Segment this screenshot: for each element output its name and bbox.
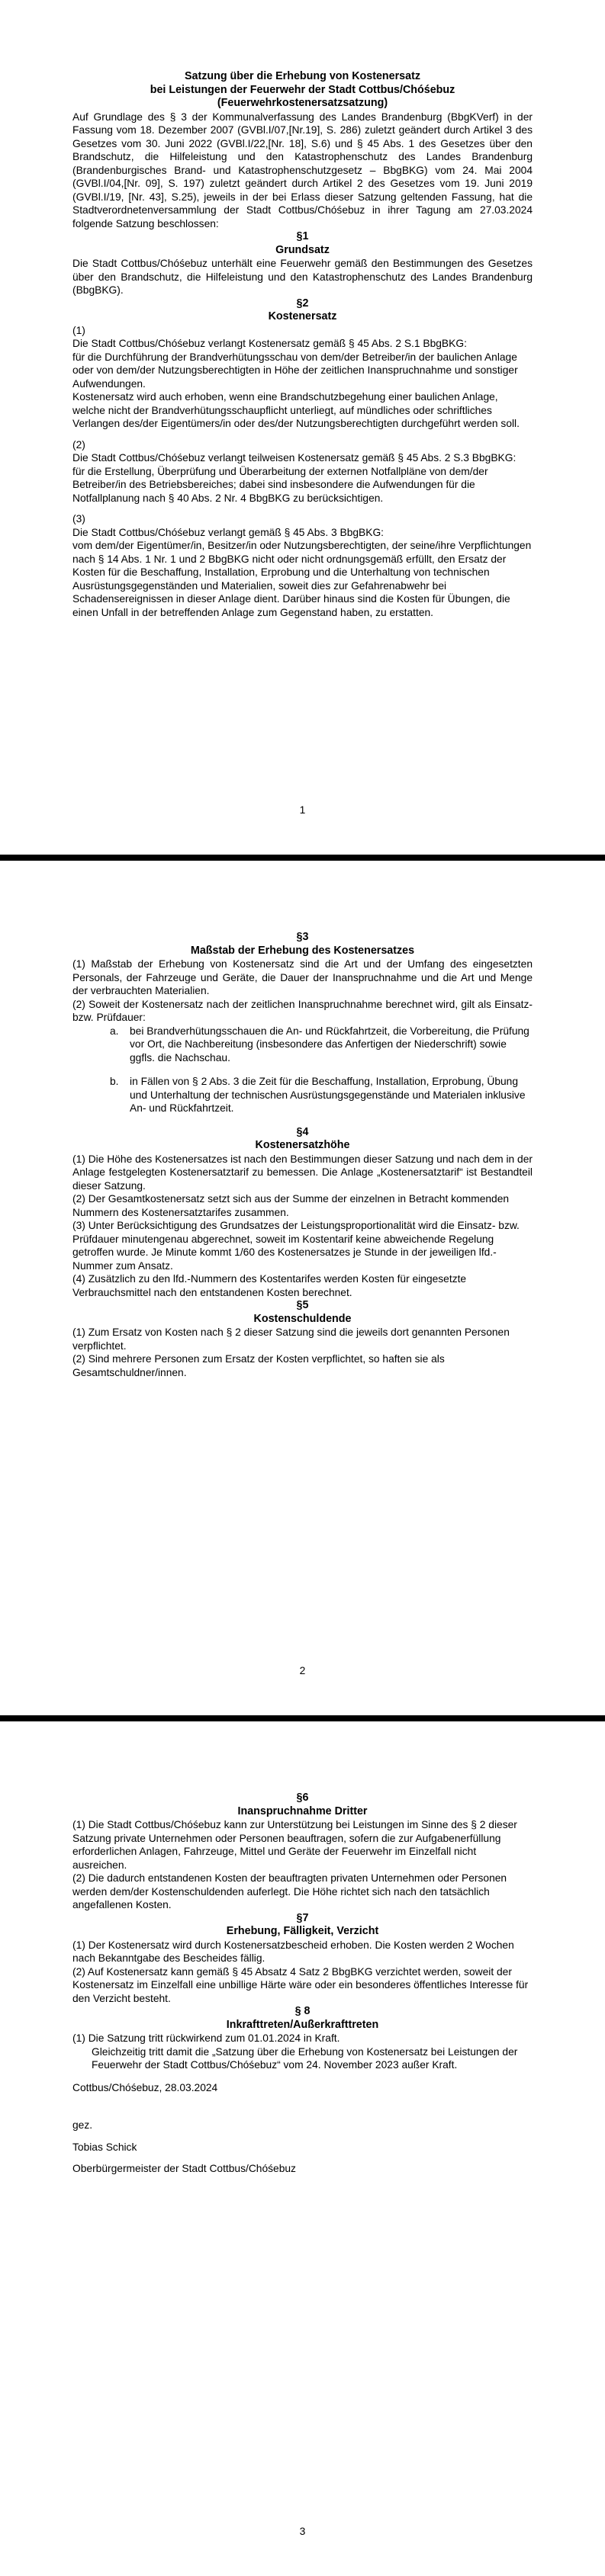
section-number: §3 (296, 931, 309, 943)
paragraph: (1) Maßstab der Erhebung von Kostenersatz sind die Art und der Umfang des eingesetzten Personals, der Fahrzeuge und Geräte, die Dauer der Inanspruchnahme und die Art und Menge der verbrauchten Materialien. (72, 958, 533, 996)
paragraph-line: vom dem/der Eigentümer/in, Besitzer/in oder Nutzungsberechtigten, der seine/ihre Verpflichtungen nach § 14 Abs. 1 Nr. 1 und 2 BbgBKG nicht oder nicht ordnungsgemäß erfüllt, den Ersatz der Kosten für die Beschaffung, Installation, Erprobung und die Unterhaltung von technischen Ausrüstungsgegenständen und Materialien, soweit dies zur Gefahrenabwehr bei Schadensereignissen in dieser Anlage dient. Darüber hinaus sind die Kosten für Übungen, die einen Unfall in der betreffenden Anlage zum Gegenstand haben, zu erstatten. (72, 540, 532, 618)
paragraph-line: für die Erstellung, Überprüfung und Überarbeitung der externen Notfallpläne von dem/der Betreiber/in des Betriebsbereiches; dabei sind insbesondere die Aufwendungen für die Notfallplanung nach § 40 Abs. 2 Nr. 4 BbgBKG zu berücksichtigen. (72, 465, 488, 504)
section-heading: Kostenschuldende (253, 1312, 352, 1325)
paragraph: (4) Zusätzlich zu den lfd.-Nummern des Kostentarifes werden Kosten für eingesetzte Verbrauchsmittel nach den entstandenen Kosten berechnet. (72, 1273, 467, 1298)
page-number: 1 (299, 804, 306, 816)
section-heading: Inanspruchnahme Dritter (237, 1804, 368, 1817)
list-item-text: bei Brandverhütungsschauen die An- und Rückfahrtzeit, die Vorbereitung, die Prüfung vor Ort, die Nachbereitung (insbesondere das Anfertigen der Niederschrift) sowie ggfls. die Nachschau. (130, 1025, 529, 1063)
page-separator (0, 1715, 605, 1721)
section-heading: Inkrafttreten/Außerkrafttreten (226, 2018, 379, 2031)
place-date-line: Cottbus/Chóśebuz, 28.03.2024 (72, 2081, 218, 2093)
paragraph-line: Kostenersatz wird auch erhoben, wenn eine Brandschutzbegehung einer baulichen Anlage, welche nicht der Brandverhütungsschaupflicht unterliegt, auf mündliches oder schriftliches Verlangen des/der Eigentümers/in oder des/der Nutzungsberechtigten durchgeführt werden soll. (72, 391, 520, 429)
paragraph-line: für die Durchführung der Brandverhütungsschau von dem/der Betreiber/in der baulichen Anlage oder von dem/der Nutzungsberechtigten in Höhe der zeitlichen Inanspruchnahme und sonstiger Aufwendungen. (72, 351, 518, 390)
signature-line: Oberbürgermeister der Stadt Cottbus/Chóśebuz (72, 2163, 296, 2174)
signature-line: gez. (72, 2119, 93, 2131)
list-marker: a. (110, 1025, 119, 1037)
page-number: 3 (299, 2525, 306, 2537)
section-number: §2 (296, 297, 309, 310)
section-heading: Grundsatz (275, 243, 330, 256)
paragraph-line: Die Stadt Cottbus/Chóśebuz verlangt gemäß § 45 Abs. 3 BbgBKG: (72, 526, 385, 538)
paragraph: (2) Der Gesamtkostenersatz setzt sich aus der Summe der einzelnen in Betracht kommenden Nummern des Kostenersatztarifes zusammen. (72, 1193, 510, 1218)
paragraph-line: (3) (72, 513, 85, 525)
document-title-line: bei Leistungen der Feuerwehr der Stadt Cottbus/Chóśebuz (150, 83, 455, 96)
document-title-line: (Feuerwehrkostenersatzsatzung) (217, 97, 388, 109)
paragraph-group (72, 438, 533, 505)
paragraph: (2) Sind mehrere Personen zum Ersatz der Kosten verpflichtet, so haften sie als Gesamtschuldner/innen. (72, 1353, 445, 1378)
page-separator (0, 855, 605, 861)
section-heading: Erhebung, Fälligkeit, Verzicht (226, 1925, 379, 1937)
paragraph-line: Die Stadt Cottbus/Chóśebuz verlangt Kostenersatz gemäß § 45 Abs. 2 S.1 BbgBKG: (72, 338, 467, 349)
list-item (72, 1025, 533, 1065)
paragraph: (3) Unter Berücksichtigung des Grundsatzes der Leistungsproportionalität wird die Einsatz- bzw. Prüfdauer minutengenau abgerechnet, soweit im Kostentarif keine abweichende Regelung getroffen wurde. Je Minute kommt 1/60 des Kostenersatzes je Stunde in der jeweiligen lfd.-Nummer zum Ansatz. (72, 1220, 520, 1272)
section-number: §6 (296, 1792, 309, 1804)
section-number: §7 (296, 1911, 309, 1924)
paragraph: (1) Die Höhe des Kostenersatzes ist nach den Bestimmungen dieser Satzung und nach dem in der Anlage festgelegten Kostenersatztarif zu bemessen. Die Anlage „Kostenersatztarif“ ist Bestandteil dieser Satzung. (72, 1153, 533, 1192)
page-1 (0, 0, 605, 855)
paragraph: (1) Die Stadt Cottbus/Chóśebuz kann zur Unterstützung bei Leistungen im Sinne des § 2 dieser Satzung private Unternehmen oder Personen beauftragen, sofern die zur Aufgabenerfüllung erforderlichen Anlagen, Fahrzeuge, Mittel und Geräte der Feuerwehr im Einzelfall nicht ausreichen. (72, 1819, 517, 1871)
paragraph-line: (1) (72, 324, 85, 336)
section-number: §4 (296, 1125, 309, 1138)
paragraph-line: Die Stadt Cottbus/Chóśebuz verlangt teilweisen Kostenersatz gemäß § 45 Abs. 2 S.3 BbgBKG: (72, 452, 517, 464)
paragraph: (1) Der Kostenersatz wird durch Kostenersatzbescheid erhoben. Die Kosten werden 2 Wochen nach Bekanntgabe des Bescheides fällig. (72, 1939, 514, 1964)
list-marker: b. (110, 1076, 119, 1087)
paragraph: (1) Zum Ersatz von Kosten nach § 2 dieser Satzung sind die jeweils dort genannten Personen verpflichtet. (72, 1326, 530, 1352)
paragraph: (2) Auf Kostenersatz kann gemäß § 45 Absatz 4 Satz 2 BbgBKG verzichtet werden, soweit der Kostenersatz im Einzelfall eine unbillige Härte wäre oder ein besonderes öffentliches Interesse für den Verzicht besteht. (72, 1965, 529, 2004)
page-number: 2 (299, 1664, 306, 1676)
paragraph-continuation: Gleichzeitig tritt damit die „Satzung über die Erhebung von Kostenersatz bei Leistungen der Feuerwehr der Stadt Cottbus/Chóśebuz“ vom 24. November 2023 außer Kraft. (92, 2045, 518, 2071)
section-number: § 8 (294, 2005, 311, 2017)
paragraph-group (72, 324, 533, 431)
list-item-text: in Fällen von § 2 Abs. 3 die Zeit für die Beschaffung, Installation, Erprobung, Übung und Unterhaltung der technischen Ausrüstungsgegenstände und Materialen inklusive An- und Rückfahrtzeit. (130, 1076, 526, 1114)
section-heading: Kostenersatzhöhe (255, 1139, 350, 1151)
paragraph: Auf Grundlage des § 3 der Kommunalverfassung des Landes Brandenburg (BbgKVerf) in der Fassung vom 18. Dezember 2007 (GVBl.I/07,[Nr.19], S. 286) zuletzt geändert durch Artikel 3 des Gesetzes vom 30. Juni 2022 (GVBl.I/22,[Nr. 18], S.6) und § 45 Abs. 1 des Gesetzes über den Brandschutz, die Hilfeleistung und den Katastrophenschutz des Landes Brandenburg (Brandenburgisches Brand- und Katastrophenschutzgesetz – BbgBKG) vom 24. Mai 2004 (GVBl.I/04,[Nr. 09], S. 197) zuletzt geändert durch Artikel 2 des Gesetzes vom 19. Juni 2019 (GVBl.I/19, [Nr. 43], S.25), jeweils in der bei Erlass dieser Satzung geltenden Fassung, hat die Stadtverordnetenversammlung der Stadt Cottbus/Chóśebuz in ihrer Tagung am 27.03.2024 folgende Satzung beschlossen: (72, 111, 533, 229)
section-heading: Kostenersatz (268, 310, 337, 322)
paragraph-group (72, 512, 533, 619)
section-number: §1 (296, 230, 309, 242)
paragraph-line: (2) (72, 438, 85, 451)
section-heading: Maßstab der Erhebung des Kostenersatzes (190, 944, 415, 957)
paragraph-line: (1) Die Satzung tritt rückwirkend zum 01.01.2024 in Kraft. (72, 2032, 340, 2044)
paragraph: (2) Die dadurch entstandenen Kosten der beauftragten privaten Unternehmen oder Personen werden dem/der Kostenschuldenden auferlegt. Die Höhe richtet sich nach den tatsächlich angefallenen Kosten. (72, 1872, 507, 1910)
paragraph: (2) Soweit der Kostenersatz nach der zeitlichen Inanspruchnahme berechnet wird, gilt als Einsatz- bzw. Prüfdauer: (72, 998, 533, 1023)
page-2 (0, 861, 605, 1715)
section-number: §5 (296, 1299, 309, 1311)
paragraph-hanging (72, 2032, 533, 2072)
page-3 (0, 1721, 605, 2576)
document-title-line: Satzung über die Erhebung von Kostenersatz (184, 70, 420, 82)
paragraph: Die Stadt Cottbus/Chóśebuz unterhält eine Feuerwehr gemäß den Bestimmungen des Gesetzes über den Brandschutz, die Hilfeleistung und den Katastrophenschutz des Landes Brandenburg (BbgBKG). (72, 258, 533, 296)
signature-block (72, 2119, 533, 2176)
list-item (72, 1075, 533, 1115)
signature-line: Tobias Schick (72, 2141, 137, 2153)
